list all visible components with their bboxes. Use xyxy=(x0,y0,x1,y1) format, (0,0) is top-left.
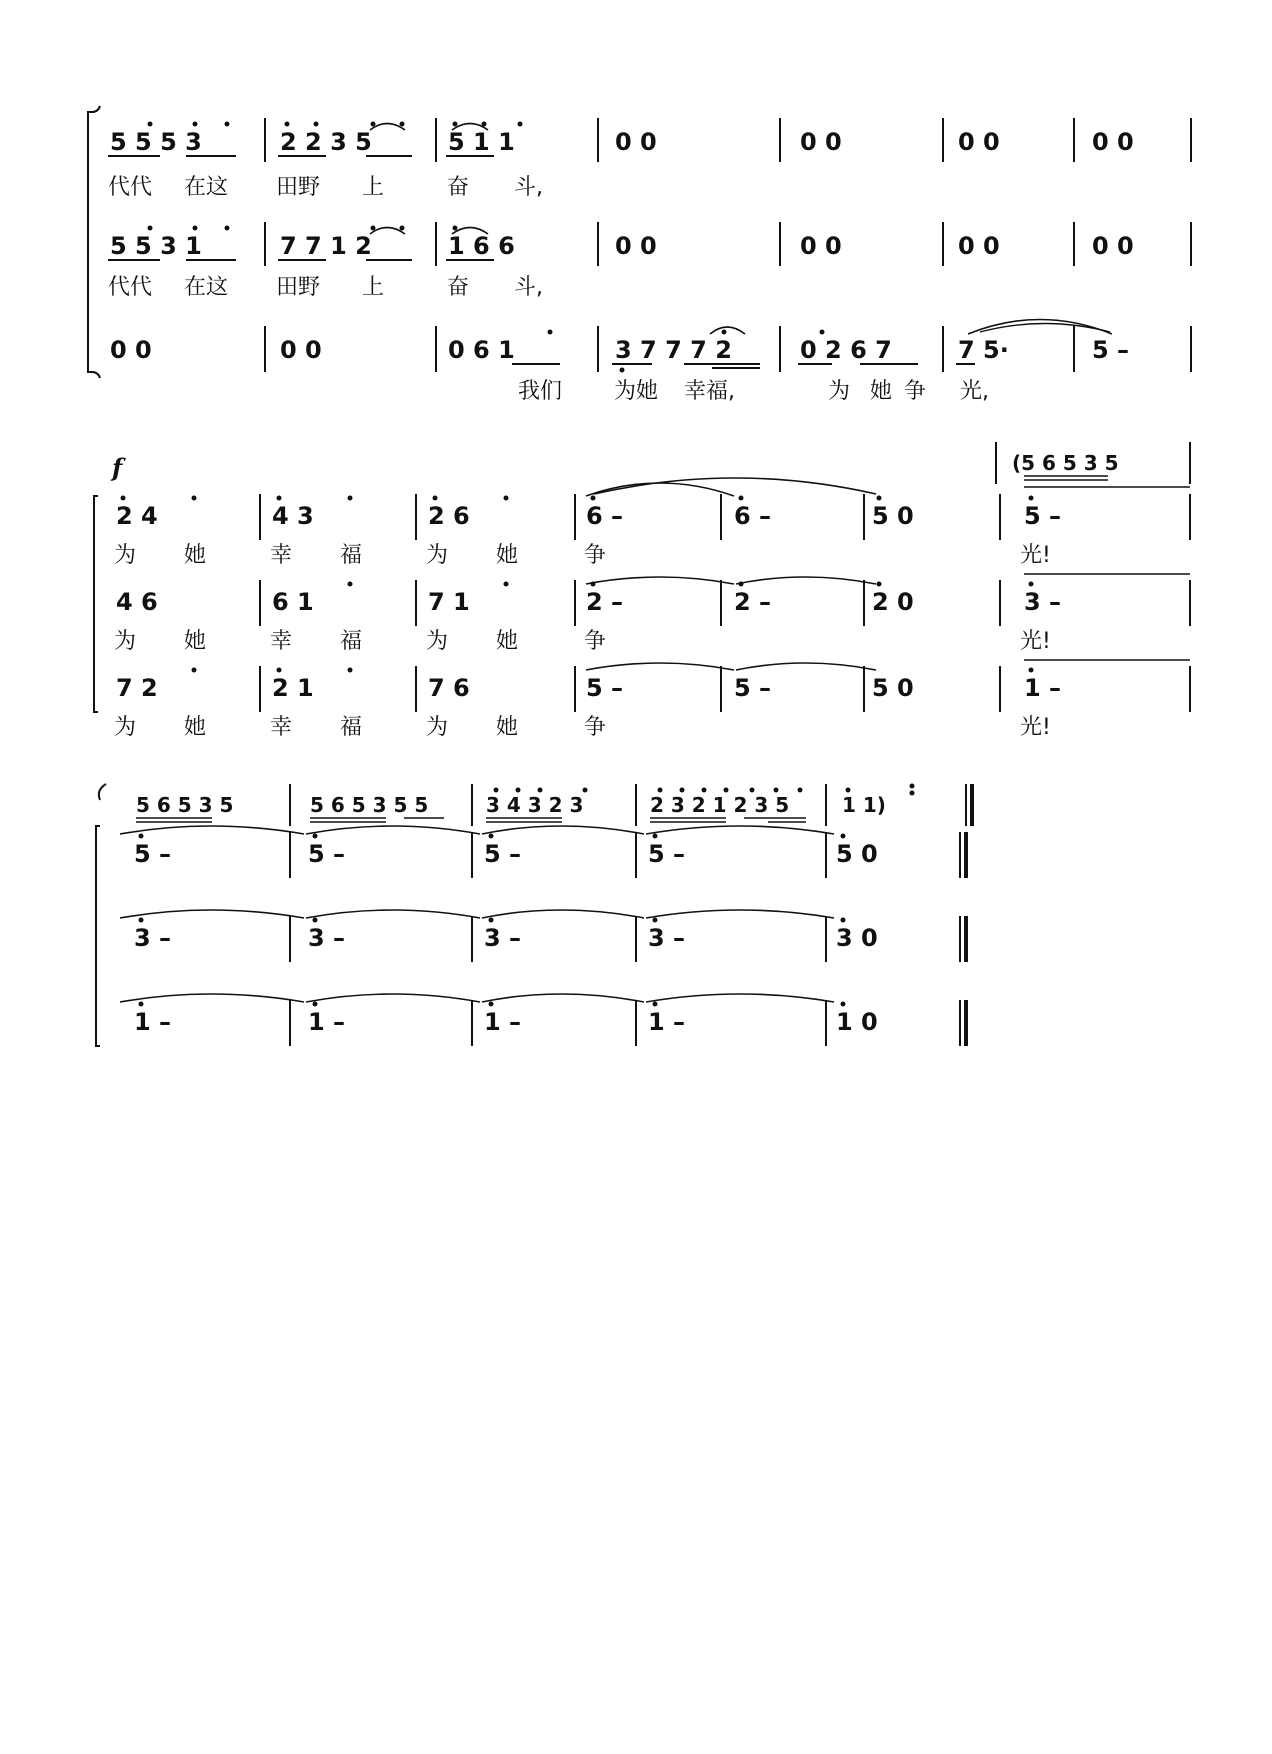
tie xyxy=(586,663,734,670)
lyric: 她 xyxy=(184,715,207,740)
system-bracket xyxy=(88,112,92,372)
system-1 xyxy=(88,106,1191,404)
final-double-barlines xyxy=(960,832,966,1046)
lyric: 为 xyxy=(828,379,851,404)
note-row: 0 0 xyxy=(280,336,322,364)
system-bracket xyxy=(94,496,98,712)
note-row: 3 – xyxy=(648,924,686,952)
note-row: 2 – xyxy=(734,588,772,616)
system-bracket xyxy=(96,826,100,1046)
note-row: 5 5 3 1 xyxy=(110,232,202,260)
lyric: 争 xyxy=(584,543,607,568)
octave-dots xyxy=(148,226,458,231)
note-row: 0 0 xyxy=(1092,128,1134,156)
note-row: 4 6 xyxy=(116,588,158,616)
accomp-notes: 5 6 5 3 5 xyxy=(136,793,234,817)
lyric: 为 xyxy=(426,629,449,654)
note-row: 5 5 5 3 xyxy=(110,128,202,156)
system-3 xyxy=(96,784,972,1047)
note-row: 2 6 xyxy=(428,502,470,530)
note-row: 1 – xyxy=(648,1008,686,1036)
dynamic-marking: f xyxy=(112,453,123,482)
lyric: 福 xyxy=(340,629,363,654)
note-row: 5 – xyxy=(734,674,772,702)
octave-dots xyxy=(139,1002,846,1007)
lyric: 争 xyxy=(584,715,607,740)
lyric: 她 xyxy=(496,629,519,654)
lyric: 奋 xyxy=(447,175,470,200)
lyric: 上 xyxy=(362,175,385,200)
lyric: 争 xyxy=(904,379,927,404)
octave-dots xyxy=(192,668,1034,673)
note-row: 7 7 1 2 xyxy=(280,232,372,260)
ties xyxy=(120,994,834,1002)
ties xyxy=(120,910,834,918)
note-row: 6 1 xyxy=(272,588,314,616)
note-row: 0 0 xyxy=(800,128,842,156)
note-row: 0 2 6 7 xyxy=(800,336,892,364)
bracket-hook xyxy=(92,106,100,378)
lyric: 上 xyxy=(362,275,385,300)
lyric: 为她 xyxy=(614,379,659,404)
note-row: 5 0 xyxy=(836,840,878,868)
octave-dots xyxy=(139,918,846,923)
tie xyxy=(586,483,734,496)
note-row: 7 5· xyxy=(958,336,1009,364)
lyric: 幸 xyxy=(270,715,293,740)
lyric: 争 xyxy=(584,629,607,654)
lyric: 代代 xyxy=(108,275,153,300)
note-row: 1 6 6 xyxy=(448,232,515,260)
lyric: 田野 xyxy=(276,275,321,300)
note-row: 7 2 xyxy=(116,674,158,702)
note-row: 0 0 xyxy=(958,232,1000,260)
note-row: 6 – xyxy=(734,502,772,530)
tie xyxy=(736,577,876,584)
lyric: 她 xyxy=(870,379,893,404)
note-row: 0 6 1 xyxy=(448,336,515,364)
system-2 xyxy=(94,442,1190,740)
ties xyxy=(120,826,834,834)
lyric: 为 xyxy=(114,715,137,740)
note-row: 3 0 xyxy=(836,924,878,952)
note-row: 6 – xyxy=(586,502,624,530)
note-row: 5 – xyxy=(648,840,686,868)
lyric: 为 xyxy=(426,715,449,740)
note-row: 5 – xyxy=(484,840,522,868)
note-row: 0 0 xyxy=(110,336,152,364)
note-row: 1 – xyxy=(134,1008,172,1036)
note-row: 5 1 1 xyxy=(448,128,515,156)
intro-notes: (5 6 5 3 5 xyxy=(1012,451,1119,475)
lyric: 福 xyxy=(340,543,363,568)
note-row: 5 – xyxy=(308,840,346,868)
note-row: 5 0 xyxy=(872,502,914,530)
lyric: 在这 xyxy=(184,175,229,200)
lyric: 她 xyxy=(496,715,519,740)
slur xyxy=(710,327,745,334)
lyric: 斗, xyxy=(514,275,543,300)
accomp-notes: 2 3 2 1 2 3 5 xyxy=(650,793,790,817)
accomp-notes: 5 6 5 3 5 5 xyxy=(310,793,429,817)
lyric: 光! xyxy=(1020,629,1051,654)
note-row: 1 – xyxy=(308,1008,346,1036)
note-row: 3 7 7 7 2 xyxy=(615,336,732,364)
lyric: 幸 xyxy=(270,543,293,568)
note-row: 2 – xyxy=(586,588,624,616)
note-row: 0 0 xyxy=(1092,232,1134,260)
lyric: 她 xyxy=(184,543,207,568)
note-row: 5 – xyxy=(1024,502,1062,530)
note-row: 7 1 xyxy=(428,588,470,616)
lyric: 她 xyxy=(496,543,519,568)
lyric: 为 xyxy=(114,543,137,568)
lyric: 光! xyxy=(1020,715,1051,740)
note-row: 2 4 xyxy=(116,502,158,530)
accomp-notes: 3 4 3 2 3 xyxy=(486,793,584,817)
note-row: 7 6 xyxy=(428,674,470,702)
octave-dots xyxy=(139,834,846,839)
tie xyxy=(968,320,1112,335)
lyric: 福 xyxy=(340,715,363,740)
lyric: 田野 xyxy=(276,175,321,200)
note-row: 5 – xyxy=(1092,336,1130,364)
octave-dots xyxy=(348,582,1034,587)
note-row: 1 – xyxy=(1024,674,1062,702)
note-row: 1 – xyxy=(484,1008,522,1036)
lyric: 代代 xyxy=(108,175,153,200)
lyric: 奋 xyxy=(447,275,470,300)
note-row: 2 1 xyxy=(272,674,314,702)
lyric: 在这 xyxy=(184,275,229,300)
lyric: 为 xyxy=(426,543,449,568)
note-row: 3 – xyxy=(1024,588,1062,616)
lyric: 光, xyxy=(960,379,989,404)
tie xyxy=(586,577,734,584)
note-row: 2 0 xyxy=(872,588,914,616)
barlines xyxy=(290,832,826,1046)
lyric: 幸福, xyxy=(684,379,735,404)
note-row: 1 0 xyxy=(836,1008,878,1036)
octave-dots xyxy=(121,496,1034,501)
note-row: 5 0 xyxy=(872,674,914,702)
lyric: 光! xyxy=(1020,543,1051,568)
note-row: 5 – xyxy=(586,674,624,702)
lyric: 为 xyxy=(114,629,137,654)
note-row: 3 – xyxy=(134,924,172,952)
lyric: 我们 xyxy=(518,379,563,404)
note-row: 4 3 xyxy=(272,502,314,530)
note-row: 3 – xyxy=(308,924,346,952)
tie xyxy=(594,478,876,494)
underlines xyxy=(1024,476,1108,480)
lyric: 她 xyxy=(184,629,207,654)
note-row: 0 0 xyxy=(958,128,1000,156)
underlines xyxy=(512,364,975,368)
note-row: 5 – xyxy=(134,840,172,868)
note-row: 3 – xyxy=(484,924,522,952)
accomp-notes: 1 1) xyxy=(842,793,886,817)
tie xyxy=(736,663,876,670)
lyric: 幸 xyxy=(270,629,293,654)
note-row: 0 0 xyxy=(615,232,657,260)
note-row: 2 2 3 5 xyxy=(280,128,372,156)
note-row: 0 0 xyxy=(615,128,657,156)
bracket-hook xyxy=(99,784,106,800)
lyric: 斗, xyxy=(514,175,543,200)
note-row: 0 0 xyxy=(800,232,842,260)
